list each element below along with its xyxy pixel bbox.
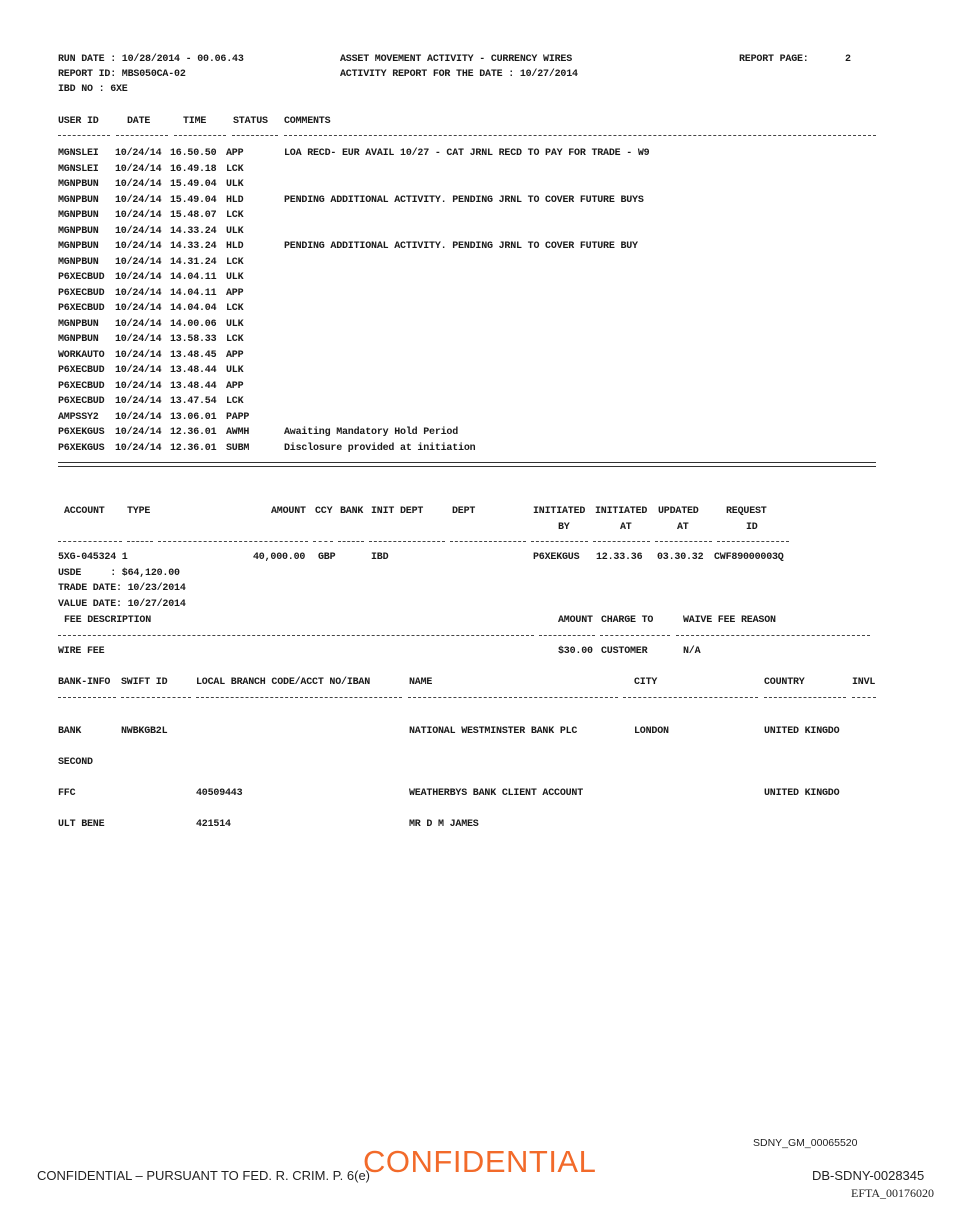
activity-row (0, 239, 900, 254)
activity-time: 14.04.11 (170, 287, 217, 299)
activity-user: AMPSSY2 (58, 411, 99, 423)
activity-date: 10/24/14 (115, 442, 162, 454)
col-init-dept: INIT DEPT (371, 506, 424, 517)
activity-date: 10/24/14 (115, 256, 162, 268)
col-updated: UPDATED (658, 506, 699, 517)
col-request: REQUEST (726, 506, 767, 517)
activity-date: 10/24/14 (115, 427, 162, 438)
bank-local-code: 40509443 (196, 788, 243, 799)
activity-status: LCK (226, 396, 244, 407)
bank-name: MR D M JAMES (409, 819, 479, 830)
activity-date: 10/24/14 (115, 318, 162, 330)
fee-charge-header: CHARGE TO (601, 615, 654, 626)
activity-user: MGNPBUN (58, 210, 99, 221)
activity-status: ULK (226, 318, 244, 330)
activity-row (0, 425, 900, 440)
activity-user: P6XECBUD (58, 365, 105, 376)
activity-user: MGNSLEI (58, 163, 99, 175)
bates-number-efta: EFTA_00176020 (851, 1186, 935, 1200)
activity-time: 15.49.04 (170, 179, 217, 190)
bank-info-type: ULT BENE (58, 819, 105, 830)
city-header: CITY (634, 677, 658, 688)
run-date: RUN DATE : 10/28/2014 - 00.06.43 (58, 54, 244, 65)
activity-comment: Awaiting Mandatory Hold Period (284, 427, 459, 438)
activity-status: LCK (226, 334, 244, 345)
value-date: VALUE DATE: 10/27/2014 (58, 599, 186, 610)
activity-time: 12.36.01 (170, 427, 217, 438)
activity-date: 10/24/14 (115, 349, 162, 361)
activity-status: ULK (226, 225, 244, 237)
report-subtitle: ACTIVITY REPORT FOR THE DATE : 10/27/2014 (340, 69, 578, 80)
activity-status: AWMH (226, 427, 250, 438)
report-page-number: 2 (845, 54, 851, 65)
section-divider (58, 462, 876, 467)
activity-row (0, 410, 900, 425)
activity-row (0, 208, 900, 223)
report-page-label: REPORT PAGE: (739, 54, 809, 65)
activity-status: ULK (226, 365, 244, 376)
activity-row (0, 270, 900, 285)
col-dept: DEPT (452, 506, 476, 517)
usde-amount: USDE : $64,120.00 (58, 568, 180, 579)
account-number: 5XG-045324 1 (58, 552, 128, 563)
bank-country: UNITED KINGDO (764, 726, 840, 737)
bank-info-header: BANK-INFO (58, 677, 111, 688)
activity-row (0, 162, 900, 177)
col-id: ID (746, 522, 758, 533)
activity-date: 10/24/14 (115, 303, 162, 314)
activity-row (0, 348, 900, 363)
activity-row (0, 286, 900, 301)
col-updated-at: AT (677, 522, 689, 533)
activity-row (0, 441, 900, 456)
col-initiated-at: INITIATED (595, 506, 648, 517)
activity-time: 13.48.45 (170, 349, 217, 361)
col-by: BY (558, 522, 570, 533)
fee-amount: $30.00 (558, 646, 593, 657)
col-comments: COMMENTS (284, 116, 331, 127)
col-account: ACCOUNT (64, 506, 105, 517)
bank-local-code: 421514 (196, 819, 231, 830)
col-time: TIME (183, 116, 207, 127)
activity-date: 10/24/14 (115, 225, 162, 237)
activity-date: 10/24/14 (115, 210, 162, 221)
bank-info-row (0, 786, 900, 801)
activity-date: 10/24/14 (115, 148, 162, 159)
fee-description-header: FEE DESCRIPTION (64, 615, 152, 626)
activity-comment: Disclosure provided at initiation (284, 442, 476, 454)
bank-info-type: SECOND (58, 757, 93, 768)
activity-status: LCK (226, 303, 244, 314)
activity-time: 14.33.24 (170, 241, 217, 252)
activity-time: 13.06.01 (170, 411, 217, 423)
account-init-dept: IBD (371, 552, 389, 563)
activity-date: 10/24/14 (115, 411, 162, 423)
activity-date: 10/24/14 (115, 334, 162, 345)
activity-user: MGNSLEI (58, 148, 99, 159)
fee-description: WIRE FEE (58, 646, 105, 657)
activity-user: P6XEKGUS (58, 427, 105, 438)
account-request-id: CWF89000003Q (714, 552, 784, 563)
activity-row (0, 146, 900, 161)
activity-user: P6XECBUD (58, 380, 105, 392)
activity-date: 10/24/14 (115, 365, 162, 376)
activity-date: 10/24/14 (115, 287, 162, 299)
activity-user: MGNPBUN (58, 256, 99, 268)
activity-date: 10/24/14 (115, 272, 162, 283)
activity-row (0, 379, 900, 394)
activity-status: ULK (226, 272, 244, 283)
bank-info-row (0, 724, 900, 739)
activity-row (0, 177, 900, 192)
activity-comment: LOA RECD- EUR AVAIL 10/27 - CAT JRNL RECD TO PAY FOR TRADE - W9 (284, 148, 650, 159)
activity-time: 12.36.01 (170, 442, 217, 454)
confidential-notice: CONFIDENTIAL – PURSUANT TO FED. R. CRIM. P. 6(e) (37, 1168, 371, 1183)
activity-status: APP (226, 349, 244, 361)
activity-status: HLD (226, 241, 244, 252)
activity-row (0, 301, 900, 316)
activity-time: 16.49.18 (170, 163, 217, 175)
activity-time: 13.58.33 (170, 334, 217, 345)
col-amount: AMOUNT (271, 506, 306, 517)
activity-user: MGNPBUN (58, 179, 99, 190)
activity-user: WORKAUTO (58, 349, 105, 361)
bates-number-db: DB-SDNY-0028345 (812, 1168, 925, 1183)
activity-time: 14.31.24 (170, 256, 217, 268)
activity-time: 14.33.24 (170, 225, 217, 237)
bank-info-type: BANK (58, 726, 82, 737)
activity-time: 13.48.44 (170, 380, 217, 392)
activity-comment: PENDING ADDITIONAL ACTIVITY. PENDING JRNL TO COVER FUTURE BUY (284, 241, 638, 252)
bates-number-gm: SDNY_GM_00065520 (753, 1137, 858, 1149)
activity-time: 14.04.04 (170, 303, 217, 314)
activity-user: P6XECBUD (58, 272, 105, 283)
col-date: DATE (127, 116, 151, 127)
col-initiated-by: INITIATED (533, 506, 586, 517)
activity-row (0, 224, 900, 239)
activity-status: HLD (226, 194, 244, 206)
activity-time: 16.50.50 (170, 148, 217, 159)
swift-id-header: SWIFT ID (121, 677, 168, 688)
fee-waive-reason: N/A (683, 646, 701, 657)
bank-city: LONDON (634, 726, 669, 737)
bank-info-type: FFC (58, 788, 76, 799)
col-ccy: CCY (315, 506, 333, 517)
activity-date: 10/24/14 (115, 380, 162, 392)
trade-date: TRADE DATE: 10/23/2014 (58, 583, 186, 594)
activity-time: 15.48.07 (170, 210, 217, 221)
activity-user: P6XECBUD (58, 287, 105, 299)
activity-date: 10/24/14 (115, 396, 162, 407)
fee-waive-header: WAIVE FEE REASON (683, 615, 776, 626)
activity-status: SUBM (226, 442, 250, 454)
activity-date: 10/24/14 (115, 241, 162, 252)
activity-row (0, 193, 900, 208)
report-id: REPORT ID: MBS050CA-02 (58, 69, 186, 80)
activity-status: PAPP (226, 411, 250, 423)
activity-user: P6XECBUD (58, 303, 105, 314)
activity-status: LCK (226, 210, 244, 221)
bank-info-row (0, 755, 900, 770)
activity-row (0, 332, 900, 347)
account-initiated-by: P6XEKGUS (533, 552, 580, 563)
activity-status: ULK (226, 179, 244, 190)
activity-time: 14.04.11 (170, 272, 217, 283)
activity-user: MGNPBUN (58, 194, 99, 206)
fee-amount-header: AMOUNT (558, 615, 593, 626)
name-header: NAME (409, 677, 433, 688)
col-type: TYPE (127, 506, 151, 517)
activity-comment: PENDING ADDITIONAL ACTIVITY. PENDING JRNL TO COVER FUTURE BUYS (284, 194, 644, 206)
fee-charge-to: CUSTOMER (601, 646, 648, 657)
activity-row (0, 394, 900, 409)
activity-status: APP (226, 287, 244, 299)
activity-date: 10/24/14 (115, 179, 162, 190)
activity-user: MGNPBUN (58, 334, 99, 345)
activity-time: 15.49.04 (170, 194, 217, 206)
invl-header: INVL (852, 677, 876, 688)
account-updated-at: 03.30.32 (657, 552, 704, 563)
activity-date: 10/24/14 (115, 163, 162, 175)
activity-status: APP (226, 148, 244, 159)
report-title: ASSET MOVEMENT ACTIVITY - CURRENCY WIRES (340, 54, 573, 65)
activity-user: P6XECBUD (58, 396, 105, 407)
activity-user: MGNPBUN (58, 241, 99, 252)
activity-user: MGNPBUN (58, 225, 99, 237)
account-ccy: GBP (318, 552, 336, 563)
confidential-stamp: CONFIDENTIAL (363, 1144, 597, 1179)
activity-date: 10/24/14 (115, 194, 162, 206)
bank-info-row (0, 817, 900, 832)
activity-time: 13.47.54 (170, 396, 217, 407)
bank-country: UNITED KINGDO (764, 788, 840, 799)
country-header: COUNTRY (764, 677, 805, 688)
activity-status: APP (226, 380, 244, 392)
account-initiated-at: 12.33.36 (596, 552, 643, 563)
col-status: STATUS (233, 116, 268, 127)
activity-row (0, 317, 900, 332)
bank-swift-id: NWBKGB2L (121, 726, 168, 737)
activity-status: LCK (226, 163, 244, 175)
col-bank: BANK (340, 506, 364, 517)
activity-row (0, 255, 900, 270)
activity-status: LCK (226, 256, 244, 268)
bank-name: NATIONAL WESTMINSTER BANK PLC (409, 726, 578, 737)
activity-user: MGNPBUN (58, 318, 99, 330)
activity-time: 13.48.44 (170, 365, 217, 376)
activity-row (0, 363, 900, 378)
local-branch-header: LOCAL BRANCH CODE/ACCT NO/IBAN (196, 677, 371, 688)
col-at: AT (620, 522, 632, 533)
ibd-no: IBD NO : 6XE (58, 84, 128, 95)
activity-user: P6XEKGUS (58, 442, 105, 454)
col-user-id: USER ID (58, 116, 99, 127)
account-amount: 40,000.00 (253, 552, 306, 563)
bank-name: WEATHERBYS BANK CLIENT ACCOUNT (409, 788, 584, 799)
activity-time: 14.00.06 (170, 318, 217, 330)
